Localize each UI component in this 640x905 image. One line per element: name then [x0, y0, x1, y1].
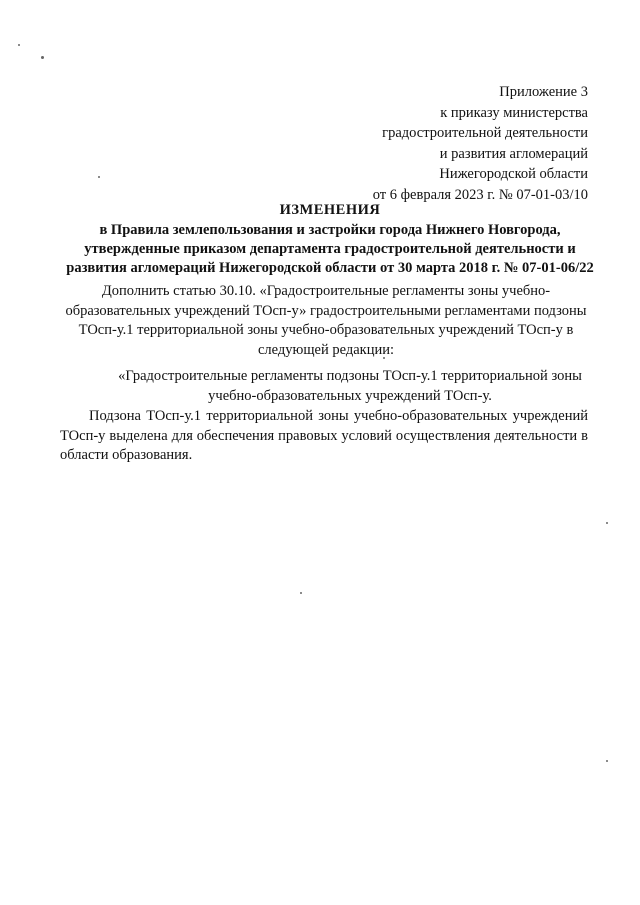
- heading-title: ИЗМЕНЕНИЯ: [279, 202, 381, 218]
- body-line: ТОсп-у выделена для обеспечения правовых условий осуществления деятельности в: [60, 427, 588, 444]
- appendix-line: Приложение 3: [499, 84, 588, 100]
- appendix-line: градостроительной деятельности: [382, 125, 588, 141]
- scan-speck: [300, 592, 302, 594]
- appendix-line: от 6 февраля 2023 г. № 07-01-03/10: [372, 186, 588, 203]
- appendix-line: к приказу министерства: [440, 104, 588, 121]
- appendix-reference: [373, 82, 588, 205]
- scan-speck: [606, 760, 608, 762]
- body-line: Подзона ТОсп-у.1 территориальной зоны учебно-образовательных учреждений: [89, 408, 588, 424]
- quoted-heading-line: учебно-образовательных учреждений ТОсп-у.: [208, 387, 492, 404]
- intro-line: Дополнить статью 30.10. «Градостроительные регламенты зоны учебно-: [101, 283, 551, 299]
- scan-speck: [98, 176, 100, 178]
- heading-line: утвержденные приказом департамента градостроительной деятельности и: [84, 241, 576, 257]
- appendix-line: Нижегородской области: [439, 166, 588, 182]
- intro-paragraph: [62, 282, 590, 360]
- heading-line: развития агломераций Нижегородской области от 30 марта 2018 г. № 07-01-06/22: [66, 260, 594, 276]
- heading-line: в Правила землепользования и застройки города Нижнего Новгорода,: [99, 222, 561, 238]
- scan-speck: [18, 44, 20, 46]
- body-line: области образования.: [60, 447, 193, 463]
- scan-speck: [41, 56, 44, 59]
- intro-line: ТОсп-у.1 территориальной зоны учебно-образовательных учреждений ТОсп-у в: [78, 322, 574, 338]
- quoted-heading: [100, 367, 600, 406]
- intro-line: образовательных учреждений ТОсп-у» градостроительными регламентами подзоны: [65, 302, 587, 319]
- appendix-line: и развития агломераций: [439, 145, 588, 162]
- quoted-heading-line: «Градостроительные регламенты подзоны ТОсп-у.1 территориальной зоны: [118, 368, 582, 384]
- document-heading: [60, 201, 600, 278]
- body-paragraph: [60, 407, 588, 466]
- scan-speck: [383, 357, 385, 359]
- intro-line: следующей редакции:: [257, 341, 395, 358]
- scan-speck: [606, 522, 608, 524]
